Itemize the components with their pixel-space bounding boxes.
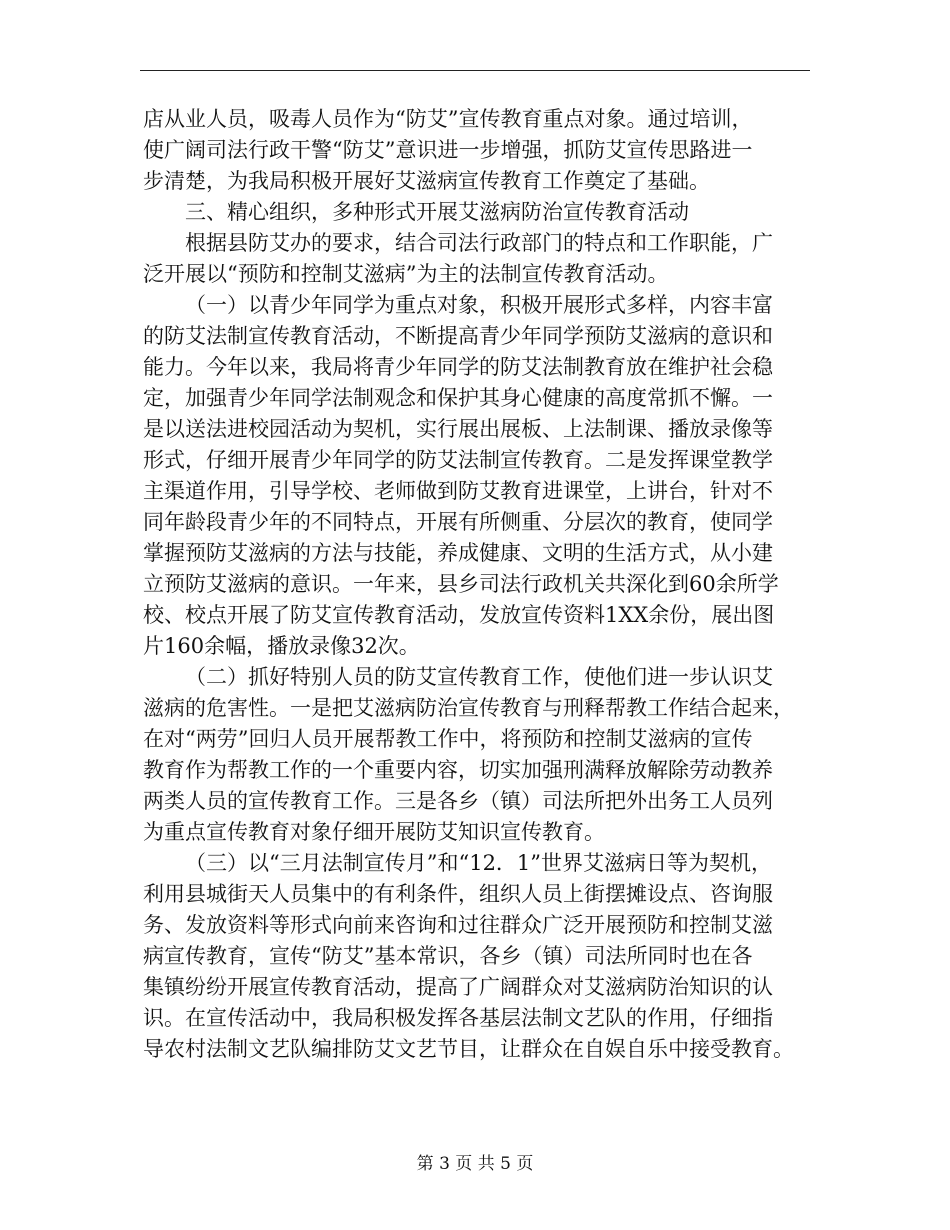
page-number-label: 第 3 页 共 5 页 xyxy=(416,1154,534,1174)
text-line: 务、发放资料等形式向前来咨询和过往群众广泛开展预防和控制艾滋 xyxy=(143,913,773,937)
text-line: 是以送法进校园活动为契机，实行展出展板、上法制课、播放录像等 xyxy=(143,417,773,441)
text-line: （三）以“三月法制宣传月”和“12．1”世界艾滋病日等为契机， xyxy=(185,851,773,875)
text-line: 两类人员的宣传教育工作。三是各乡（镇）司法所把外出务工人员列 xyxy=(143,789,773,813)
text-line: 形式，仔细开展青少年同学的防艾法制宣传教育。二是发挥课堂教学 xyxy=(143,448,773,472)
text-line: （一）以青少年同学为重点对象，积极开展形式多样，内容丰富 xyxy=(185,293,773,317)
text-line: 教育作为帮教工作的一个重要内容，切实加强刑满释放解除劳动教养 xyxy=(143,758,773,782)
text-line: 同年龄段青少年的不同特点，开展有所侧重、分层次的教育，使同学 xyxy=(143,510,773,534)
text-line: 滋病的危害性。一是把艾滋病防治宣传教育与刑释帮教工作结合起来， xyxy=(143,696,794,720)
page-footer xyxy=(0,1152,950,1176)
text-line: 立预防艾滋病的意识。一年来，县乡司法行政机关共深化到60余所学 xyxy=(143,572,779,596)
text-line: （二）抓好特别人员的防艾宣传教育工作，使他们进一步认识艾 xyxy=(185,665,773,689)
text-line: 为重点宣传教育对象仔细开展防艾知识宣传教育。 xyxy=(143,820,605,844)
document-body xyxy=(143,104,813,1065)
text-line: 能力。今年以来，我局将青少年同学的防艾法制教育放在维护社会稳 xyxy=(143,355,773,379)
text-line: 店从业人员，吸毒人员作为“防艾”宣传教育重点对象。通过培训， xyxy=(143,107,753,131)
text-line: 定，加强青少年同学法制观念和保护其身心健康的高度常抓不懈。一 xyxy=(143,386,773,410)
text-line: 校、校点开展了防艾宣传教育活动，发放宣传资料1XX余份，展出图 xyxy=(143,603,775,627)
text-line: 片160余幅，播放录像32次。 xyxy=(143,634,420,658)
text-line: 在对“两劳”回归人员开展帮教工作中，将预防和控制艾滋病的宣传 xyxy=(143,727,753,751)
text-line: 根据县防艾办的要求，结合司法行政部门的特点和工作职能，广 xyxy=(185,231,773,255)
header-rule xyxy=(140,70,810,71)
text-line: 主渠道作用，引导学校、老师做到防艾教育进课堂，上讲台，针对不 xyxy=(143,479,773,503)
text-line: 使广阔司法行政干警“防艾”意识进一步增强，抓防艾宣传思路进一 xyxy=(143,138,753,162)
text-line: 步清楚，为我局积极开展好艾滋病宣传教育工作奠定了基础。 xyxy=(143,169,710,193)
text-line: 掌握预防艾滋病的方法与技能，养成健康、文明的生活方式，从小建 xyxy=(143,541,773,565)
text-line: 导农村法制文艺队编排防艾文艺节目，让群众在自娱自乐中接受教育。 xyxy=(143,1037,794,1061)
text-line: 泛开展以“预防和控制艾滋病”为主的法制宣传教育活动。 xyxy=(143,262,669,286)
text-line: 利用县城街天人员集中的有利条件，组织人员上街摆摊设点、咨询服 xyxy=(143,882,773,906)
text-line: 识。在宣传活动中，我局积极发挥各基层法制文艺队的作用，仔细指 xyxy=(143,1006,773,1030)
text-line: 病宣传教育，宣传“防艾”基本常识，各乡（镇）司法所同时也在各 xyxy=(143,944,753,968)
text-line: 集镇纷纷开展宣传教育活动，提高了广阔群众对艾滋病防治知识的认 xyxy=(143,975,773,999)
text-line: 的防艾法制宣传教育活动，不断提高青少年同学预防艾滋病的意识和 xyxy=(143,324,773,348)
text-line: 三、精心组织，多种形式开展艾滋病防治宣传教育活动 xyxy=(185,200,689,224)
